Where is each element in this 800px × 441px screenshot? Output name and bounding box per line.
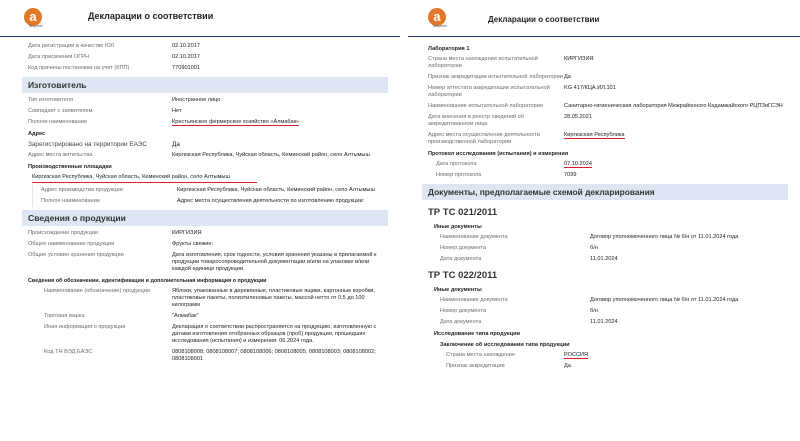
site-address-row: Адрес производства продукции Киргизская Республика, Чуйская область, Кеминский район, село Алтымыш: [41, 187, 375, 193]
tr1-title: ТР ТС 021/2011: [428, 207, 498, 218]
conclusion-country-row: Страна места нахождения РОССИЯ: [446, 352, 589, 358]
manufacturer-block: [0, 95, 400, 172]
manufacturer-type-row: Тип изготовителя Иностранное лицо: [28, 97, 221, 103]
protocol-date-value: 07.10.2024: [564, 161, 592, 167]
protocol-heading: Протокол исследования (испытания) и измерения: [428, 151, 569, 157]
left-content: [0, 37, 400, 74]
residence-address-row: Адрес места жительства Киргизская Республика, Чуйская область, Кеминский район, село Алтымыш: [28, 152, 370, 158]
tr2-rows: [428, 295, 788, 328]
kpp-row: Код причины постановки на учет (КПП) 770901001: [28, 65, 200, 71]
lab-address-row: Адрес места осуществления деятельности производственной лаборатории Киргизская Республика: [428, 132, 625, 145]
tr2-doc-name-row: Наименование документа Договор уполномоченного лица № б/н от 11.01.2024 года: [440, 297, 739, 303]
tr1-subheading: Иные документы: [434, 224, 482, 230]
site-line: Киргизская Республика, Чуйская область, Кеминский район, село Алтымыш: [32, 172, 386, 185]
tr1-doc-number-row: Номер документа б/н: [440, 245, 598, 251]
same-as-applicant-row: Совпадает с заявителем Нет: [28, 108, 182, 114]
address-heading: Адрес: [28, 131, 46, 137]
manufacturer-section-title: Изготовитель: [22, 77, 388, 93]
designation-block: [0, 286, 400, 365]
lab-heading: Лаборатория 1: [428, 46, 470, 52]
brand-logo-icon: a Taxpertx: [428, 8, 454, 28]
lab-accreditation-row: Признак аккредитации испытательной лаборатории Да: [428, 74, 571, 80]
lab-block: [408, 37, 800, 181]
lab-country-row: Страна места нахождения испытательной лаборатории КИРГИЗИЯ: [428, 56, 594, 69]
tr2-subheading: Иные документы: [434, 287, 482, 293]
origin-row: Происхождение продукции КИРГИЗИЯ: [28, 230, 202, 236]
lab-registry-date-row: Дата внесения в реестр сведений об аккредитованном лице 28.05.2021: [428, 114, 592, 127]
tr1-doc-name-row: Наименование документа Договор уполномоченного лица № б/н от 11.01.2024 года: [440, 234, 739, 240]
tn-ved-row: Код ТН ВЭД ЕАЭС 0808108008; 0808108007; 0808108006; 0808108005; 0808108003; 0808108002; 0808108001: [44, 349, 376, 362]
trademark-row: Торговая марка "Алмабак": [44, 313, 199, 319]
product-section-title: Сведения о продукции: [22, 210, 388, 226]
protocol-block: [428, 159, 788, 181]
protocol-number-row: Номер протокола 7099: [436, 172, 577, 178]
tr2-doc-date-row: Дата документа 11.01.2024: [440, 319, 618, 325]
documents-section-title: Документы, предполагаемые схемой декларирования: [422, 184, 788, 200]
tr1-rows: [428, 232, 788, 265]
storage-conditions-row: Общие условия хранения продукции Дата изготовления, срок годности, условия хранения указаны в прилагаемой к продукции товаросопроводительной документации и/или на упаковке и/или каждой единице продукции.: [28, 252, 377, 272]
page-gutter: [400, 0, 408, 441]
right-page: [408, 0, 800, 441]
page-title-right: Декларации о соответствии: [488, 15, 600, 24]
designation-heading: Сведения об обозначении, идентификации и дополнительная информация о продукции: [28, 278, 267, 284]
other-info-row: Иная информация о продукции Декларация о соответствии распространяется на продукцию, изготовленную с датами изготовления отобранных образцов (проб) продукции, прошедших исследования (испытания) и измерения: 06.2024 года.: [44, 324, 377, 344]
full-name-value: Крестьянское фермерское хозяйство «Алмабак»: [172, 119, 300, 125]
tr2-doc-number-row: Номер документа б/н: [440, 308, 598, 314]
tr2-title: ТР ТС 022/2011: [428, 270, 498, 281]
conclusion-heading: Заключение об исследовании типа продукции: [440, 342, 570, 348]
designation-name-row: Наименование (обозначение) продукции Яблоки, упакованные в деревянные, пластиковые ящики, картонные коробки, пластиковые пакеты, полиэтиленовые пакеты, массой нетто от 0,5 до 100 килограмм: [44, 288, 375, 308]
ogrn-date-row: Дата присвоения ОГРН 02.10.2017: [28, 54, 200, 60]
lab-name-row: Наименование испытательной лаборатории Санитарно-гигиеническая лаборатория Межрайонного Кадамжайского РЦПЗиГСЭН: [428, 103, 783, 109]
eaeu-row: Зарегистрировано на территории ЕАЭС Да: [28, 141, 180, 148]
general-name-row: Общее наименование продукции Фрукты свежие:: [28, 241, 214, 247]
page-header: [0, 0, 400, 37]
protocol-date-row: Дата протокола 07.10.2024: [436, 161, 592, 167]
page-title: Декларации о соответствии: [88, 11, 214, 21]
full-name-row: Полное наименование Крестьянское фермерское хозяйство «Алмабак»: [28, 119, 300, 125]
reg-date-row: Дата регистрации в качестве ЮЛ 02.10.2017: [28, 43, 200, 49]
conclusion-accreditation-row: Признак аккредитации Да: [446, 363, 571, 369]
production-site: [0, 172, 400, 207]
lab-address-value: Киргизская Республика: [564, 132, 625, 138]
brand-logo-icon: a Taxpertx: [24, 8, 50, 28]
conclusion-country-value: РОССИЯ: [564, 352, 589, 358]
tr1-block: [408, 202, 800, 372]
page-header-right: [408, 0, 800, 37]
site-details: [32, 185, 386, 207]
product-block: [0, 228, 400, 286]
conclusion-rows: [428, 350, 788, 372]
type-study-heading: Исследование типа продукции: [434, 331, 520, 337]
production-sites-heading: Производственные площадки: [28, 164, 112, 170]
lab-certificate-row: Номер аттестата аккредитации испытательной лаборатории KG 417/КЦА.ИЛ.101: [428, 85, 616, 98]
site-name-row: Полное наименование Адрес места осуществления деятельности по изготовлению продукции:: [41, 198, 365, 204]
tr1-doc-date-row: Дата документа 11.01.2024: [440, 256, 618, 262]
